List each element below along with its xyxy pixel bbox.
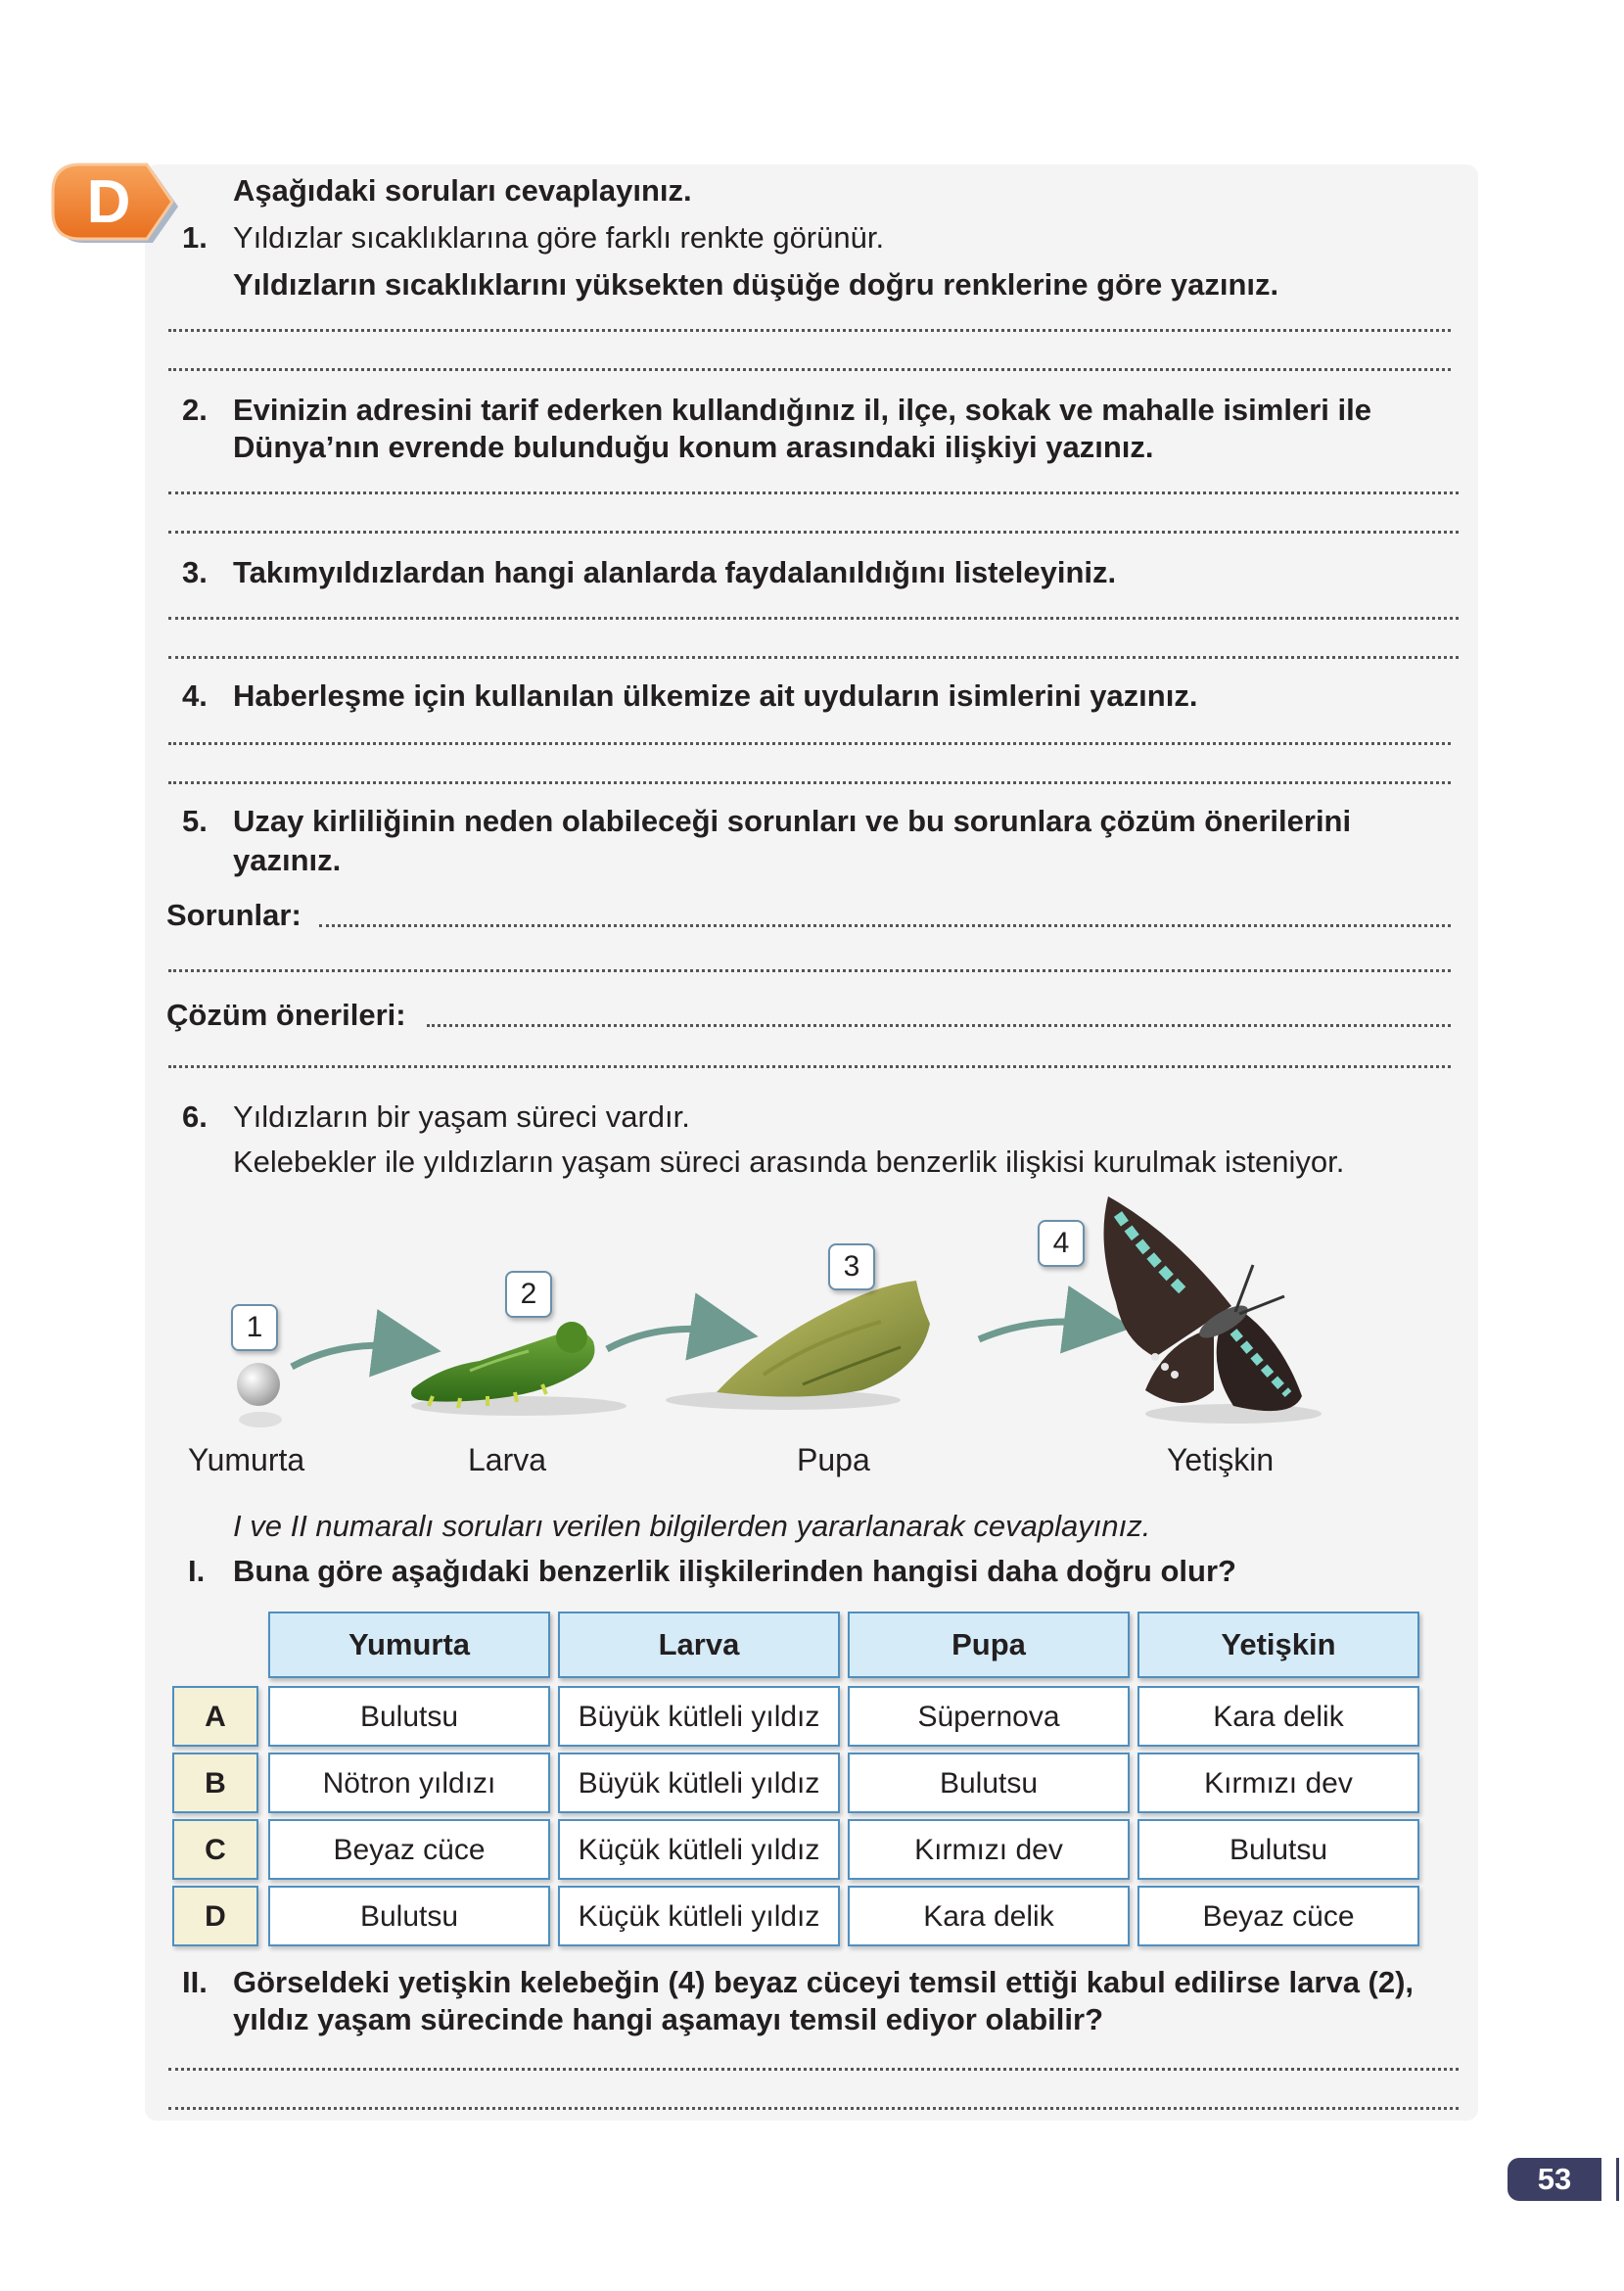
butterfly-lifecycle-illustration	[176, 1175, 1351, 1449]
option-b[interactable]: B	[172, 1753, 258, 1813]
q5-number: 5.	[182, 804, 208, 838]
solutions-label: Çözüm önerileri:	[166, 998, 406, 1032]
part1-number: I.	[188, 1554, 206, 1588]
table-cell: Küçük kütleli yıldız	[558, 1819, 840, 1880]
answer-line[interactable]	[168, 2107, 1459, 2110]
table-cell: Kara delik	[848, 1886, 1130, 1946]
q6-note: I ve II numaralı soruları verilen bilgilerden yararlanarak cevaplayınız.	[233, 1509, 1151, 1543]
problems-label: Sorunlar:	[166, 898, 302, 932]
larva-image	[411, 1322, 626, 1416]
q2-line1: Evinizin adresini tarif ederken kullandığınız il, ilçe, sokak ve mahalle isimleri ile	[233, 393, 1371, 427]
q5-line2: yazınız.	[233, 843, 342, 877]
q1-line2: Yıldızların sıcaklıklarını yüksekten düşüğe doğru renklerine göre yazınız.	[233, 267, 1279, 302]
stage-number-3: 3	[828, 1243, 875, 1290]
egg-image	[237, 1363, 282, 1427]
arrow-icon	[979, 1322, 1098, 1339]
option-c[interactable]: C	[172, 1819, 258, 1880]
q1-number: 1.	[182, 220, 208, 255]
table-header: Yumurta	[268, 1612, 550, 1678]
arrow-icon	[292, 1345, 407, 1367]
answer-line[interactable]	[168, 2068, 1459, 2071]
q6-line1: Yıldızların bir yaşam süreci vardır.	[233, 1099, 690, 1134]
part1-text: Buna göre aşağıdaki benzerlik ilişkilerinden hangisi daha doğru olur?	[233, 1554, 1236, 1588]
table-cell: Bulutsu	[268, 1886, 550, 1946]
page-number: 53	[1508, 2158, 1601, 2201]
stage-label-pupa: Pupa	[797, 1442, 870, 1477]
table-header: Larva	[558, 1612, 840, 1678]
part2-number: II.	[182, 1965, 208, 1999]
q1-line1: Yıldızlar sıcaklıklarına göre farklı renkte görünür.	[233, 220, 885, 255]
section-badge	[51, 163, 178, 243]
arrow-icon	[607, 1329, 724, 1349]
q5-line1: Uzay kirliliğinin neden olabileceği sorunları ve bu sorunlara çözüm önerilerini	[233, 804, 1352, 838]
part2-line1: Görseldeki yetişkin kelebeğin (4) beyaz cüceyi temsil ettiği kabul edilirse larva (2),	[233, 1965, 1415, 1999]
pupa-image	[666, 1281, 930, 1410]
q6-line2: Kelebekler ile yıldızların yaşam süreci arasında benzerlik ilişkisi kurulmak isteniyor.	[233, 1145, 1345, 1179]
section-letter: D	[86, 168, 131, 236]
table-cell: Nötron yıldızı	[268, 1753, 550, 1813]
part2-line2: yıldız yaşam sürecinde hangi aşamayı temsil ediyor olabilir?	[233, 2002, 1104, 2036]
answer-line[interactable]	[168, 1065, 1451, 1068]
stage-number-1: 1	[231, 1304, 278, 1351]
q4-text: Haberleşme için kullanılan ülkemize ait uyduların isimlerini yazınız.	[233, 678, 1198, 713]
option-d[interactable]: D	[172, 1886, 258, 1946]
table-cell: Kırmızı dev	[848, 1819, 1130, 1880]
table-cell: Küçük kütleli yıldız	[558, 1886, 840, 1946]
table-header: Yetişkin	[1137, 1612, 1419, 1678]
q3-number: 3.	[182, 555, 208, 589]
answer-line[interactable]	[168, 742, 1451, 745]
q4-number: 4.	[182, 678, 208, 713]
answer-line[interactable]	[168, 329, 1451, 332]
table-cell: Süpernova	[848, 1686, 1130, 1747]
stage-label-larva: Larva	[468, 1442, 547, 1477]
table-cell: Kara delik	[1137, 1686, 1419, 1747]
answer-line[interactable]	[168, 531, 1459, 534]
option-a[interactable]: A	[172, 1686, 258, 1747]
answer-line[interactable]	[427, 1024, 1451, 1027]
table-cell: Büyük kütleli yıldız	[558, 1686, 840, 1747]
q2-number: 2.	[182, 393, 208, 427]
q2-line2: Dünya’nın evrende bulunduğu konum arasındaki ilişkiyi yazınız.	[233, 430, 1154, 464]
table-cell: Beyaz cüce	[268, 1819, 550, 1880]
q6-number: 6.	[182, 1099, 208, 1134]
stage-number-4: 4	[1038, 1220, 1085, 1267]
answer-line[interactable]	[168, 368, 1451, 371]
table-cell: Bulutsu	[1137, 1819, 1419, 1880]
section-instruction: Aşağıdaki soruları cevaplayınız.	[233, 173, 692, 208]
answer-line[interactable]	[168, 617, 1459, 620]
butterfly-image	[1104, 1196, 1322, 1424]
answer-line[interactable]	[168, 969, 1451, 972]
stage-label-adult: Yetişkin	[1167, 1442, 1275, 1477]
table-cell: Bulutsu	[268, 1686, 550, 1747]
page-number-bar	[1616, 2158, 1619, 2201]
table-cell: Büyük kütleli yıldız	[558, 1753, 840, 1813]
stage-label-egg: Yumurta	[188, 1442, 305, 1477]
answer-line[interactable]	[319, 924, 1451, 927]
table-cell: Bulutsu	[848, 1753, 1130, 1813]
table-header: Pupa	[848, 1612, 1130, 1678]
stage-number-2: 2	[505, 1271, 552, 1318]
answer-line[interactable]	[168, 781, 1451, 784]
table-cell: Beyaz cüce	[1137, 1886, 1419, 1946]
q3-text: Takımyıldızlardan hangi alanlarda faydalanıldığını listeleyiniz.	[233, 555, 1117, 589]
table-cell: Kırmızı dev	[1137, 1753, 1419, 1813]
answer-line[interactable]	[168, 491, 1459, 494]
answer-line[interactable]	[168, 656, 1459, 659]
